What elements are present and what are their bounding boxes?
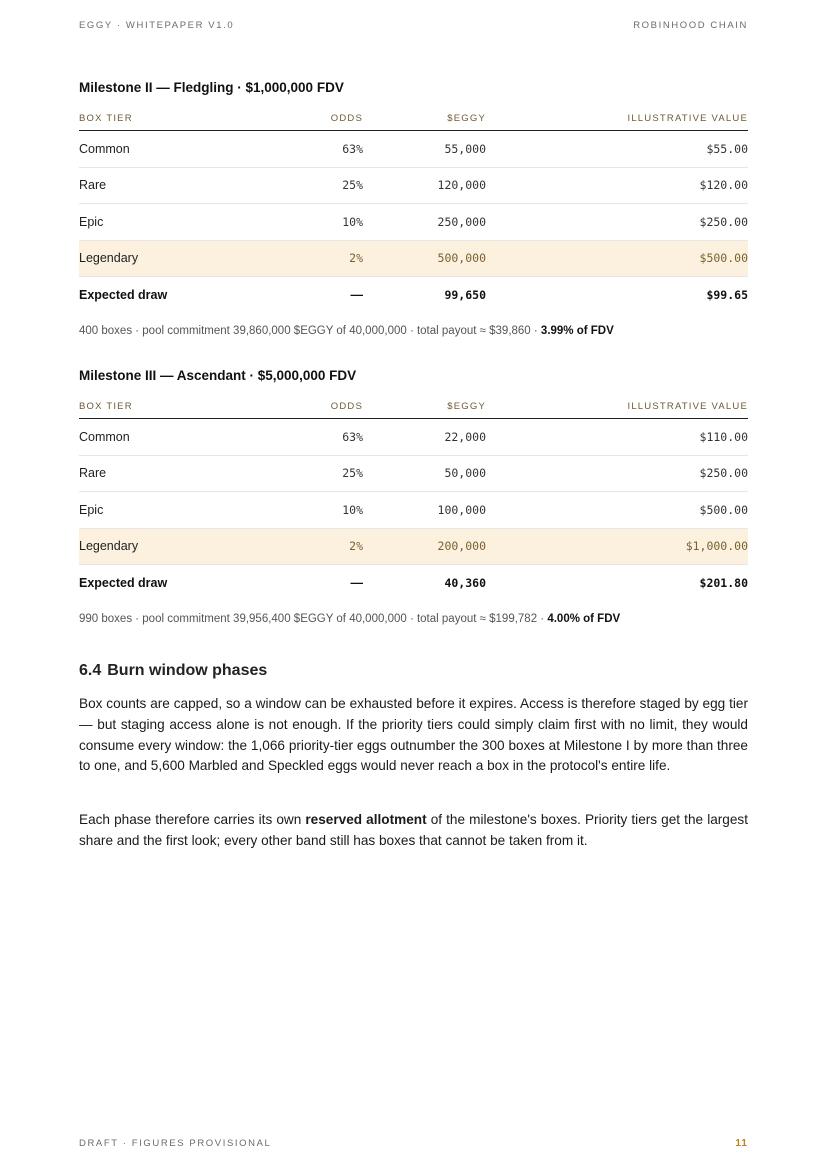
col-header-tier: BOX TIER [79, 106, 259, 131]
odds-cell: — [350, 575, 363, 590]
table-row [79, 455, 748, 492]
table-header-row [79, 394, 748, 419]
milestone-3-block [79, 366, 748, 625]
summary-fdv-share: 3.99% of FDV [540, 324, 614, 337]
eggy-cell: 99,650 [444, 287, 486, 302]
table-row [79, 204, 748, 241]
milestone-3-title: Milestone III — Ascendant · $5,000,000 FDV [79, 368, 357, 383]
summary-text: 400 boxes · pool commitment 39,860,000 $EGGY of 40,000,000 · total payout ≈ $39,860 · [79, 324, 541, 337]
eggy-cell: 22,000 [363, 419, 486, 456]
tier-cell: Rare [79, 167, 259, 204]
table-header-row [79, 106, 748, 131]
col-header-odds: ODDS [259, 106, 363, 131]
col-header-tier: BOX TIER [79, 394, 259, 419]
milestone-2-summary [79, 325, 748, 337]
summary-text: 990 boxes · pool commitment 39,956,400 $EGGY of 40,000,000 · total payout ≈ $199,782 · [79, 612, 548, 625]
tier-cell: Epic [79, 492, 259, 529]
section-number: 6.4 [79, 662, 102, 679]
tier-cell: Legendary [79, 528, 259, 565]
eggy-cell: 200,000 [363, 528, 486, 565]
page-number: 11 [735, 1138, 748, 1149]
paragraph-2 [79, 810, 748, 852]
eggy-cell: 120,000 [363, 167, 486, 204]
value-cell: $500.00 [486, 492, 748, 529]
milestone-3-summary [79, 613, 748, 625]
tier-cell: Common [79, 131, 259, 168]
value-cell: $250.00 [486, 204, 748, 241]
running-footer [79, 1138, 748, 1149]
odds-cell: 63% [259, 131, 363, 168]
odds-cell: 2% [259, 528, 363, 565]
odds-cell: 63% [259, 419, 363, 456]
value-cell: $1,000.00 [486, 528, 748, 565]
col-header-eggy: $EGGY [363, 106, 486, 131]
odds-cell: 10% [259, 204, 363, 241]
eggy-cell: 50,000 [363, 455, 486, 492]
eggy-cell: 40,360 [444, 575, 486, 590]
value-cell: $55.00 [486, 131, 748, 168]
eggy-cell: 500,000 [363, 240, 486, 277]
eggy-cell: 250,000 [363, 204, 486, 241]
value-cell: $120.00 [486, 167, 748, 204]
footer-left: DRAFT · FIGURES PROVISIONAL [79, 1138, 272, 1149]
summary-fdv-share: 4.00% of FDV [547, 612, 621, 625]
col-header-eggy: $EGGY [363, 394, 486, 419]
value-cell: $201.80 [699, 575, 748, 590]
col-header-value: ILLUSTRATIVE VALUE [486, 106, 748, 131]
header-left: EGGY · WHITEPAPER V1.0 [79, 20, 235, 31]
value-cell: $250.00 [486, 455, 748, 492]
milestone-2-title: Milestone II — Fledgling · $1,000,000 FDV [79, 80, 344, 95]
table-row-expected-draw [79, 565, 748, 601]
paragraph-2-end: of the milestone's boxes. Priority tiers get the largest share and the first look; every other band still has boxes that cannot be taken from it. [79, 812, 748, 848]
table-row [79, 167, 748, 204]
paragraph-2-start: Each phase therefore carries its own [79, 812, 306, 827]
tier-cell: Rare [79, 455, 259, 492]
value-cell: $99.65 [706, 287, 748, 302]
section-title: Burn window phases [107, 662, 268, 679]
tier-cell: Legendary [79, 240, 259, 277]
milestone-2-block [79, 78, 748, 337]
tier-cell: Expected draw [79, 575, 168, 590]
odds-cell: 25% [259, 167, 363, 204]
paragraph-1: Box counts are capped, so a window can be exhausted before it expires. Access is therefore staged by egg tier — but staging access alone is not enough. If the priority tiers could simply claim first with no limit, they would consume every window: the 1,066 priority-tier eggs outnumber the 300 boxes at Milestone I by more than three to one, and 5,600 Marbled and Speckled eggs would never reach a box in the protocol's entire life. [79, 696, 748, 774]
odds-cell: — [350, 287, 363, 302]
odds-cell: 10% [259, 492, 363, 529]
value-cell: $110.00 [486, 419, 748, 456]
col-header-odds: ODDS [259, 394, 363, 419]
eggy-cell: 55,000 [363, 131, 486, 168]
table-row-expected-draw [79, 277, 748, 313]
odds-cell: 2% [259, 240, 363, 277]
eggy-cell: 100,000 [363, 492, 486, 529]
table-row [79, 492, 748, 529]
odds-cell: 25% [259, 455, 363, 492]
table-row [79, 131, 748, 168]
running-header [79, 20, 748, 31]
table-row-legendary [79, 240, 748, 277]
tier-cell: Common [79, 419, 259, 456]
milestone-3-table [79, 394, 748, 601]
section-heading [79, 662, 267, 680]
table-row-legendary [79, 528, 748, 565]
paragraph-2-emphasis: reserved allotment [305, 812, 427, 827]
tier-cell: Epic [79, 204, 259, 241]
header-right: ROBINHOOD CHAIN [633, 20, 748, 31]
milestone-2-table [79, 106, 748, 313]
tier-cell: Expected draw [79, 287, 168, 302]
table-row [79, 419, 748, 456]
value-cell: $500.00 [486, 240, 748, 277]
col-header-value: ILLUSTRATIVE VALUE [486, 394, 748, 419]
page [79, 0, 748, 1171]
